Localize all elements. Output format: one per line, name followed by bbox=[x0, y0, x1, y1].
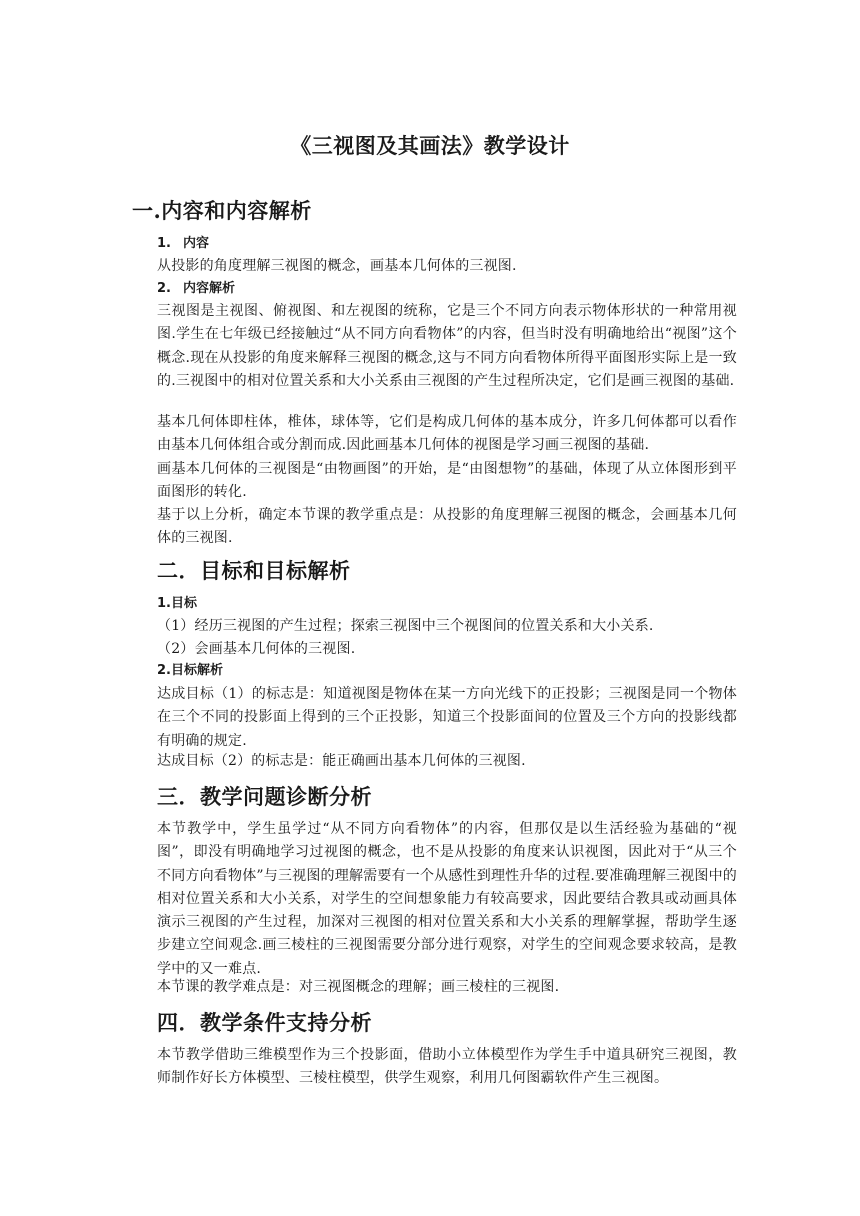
paragraph-goal-1-indicator: 达成目标（1）的标志是：知道视图是物体在某一方向光线下的正投影；三视图是同一个物体在三个不同的投影面上得到的三个正投影，知道三个投影面间的位置及三个方向的投影线都有明确的规定. bbox=[157, 686, 737, 749]
paragraph-diagnosis: 本节教学中，学生虽学过“从不同方向看物体”的内容，但那仅是以生活经验为基础的“视图”，即没有明确地学习过视图的概念，也不是从投影的角度来认识视图，因此对于“从三个不同方向看物体”与三视图的理解需要有一个从感性到理性升华的过程.要准确理解三视图中的相对位置关系和大小关系，对学生的空间想象能力有较高要求，因此要结合教具或动画具体演示三视图的产生过程，加深对三视图的相对位置关系和大小关系的理解掌握，帮助学生逐步建立空间观念.画三棱柱的三视图需要分部分进行观察，对学生的空间观念要求较高，是教学中的又一难点. bbox=[157, 821, 738, 977]
section-heading-diagnosis: 三．教学问题诊断分析 bbox=[157, 784, 372, 809]
paragraph-content: 从投影的角度理解三视图的概念，画基本几何体的三视图. bbox=[157, 258, 517, 274]
subheading-goals: 1.目标 bbox=[157, 596, 197, 611]
section-heading-conditions: 四．教学条件支持分析 bbox=[157, 1010, 372, 1035]
paragraph-goal-2-indicator: 达成目标（2）的标志是：能正确画出基本几何体的三视图. bbox=[157, 753, 526, 769]
paragraph-object-to-drawing: 画基本几何体的三视图是“由物画图”的开始，是“由图想物”的基础，体现了从立体图形到平面图形的转化. bbox=[157, 461, 737, 501]
goal-item-2: （2）会画基本几何体的三视图. bbox=[157, 641, 356, 657]
goal-item-1: （1）经历三视图的产生过程；探索三视图中三个视图间的位置关系和大小关系. bbox=[157, 618, 654, 634]
subheading-number: 1. bbox=[157, 236, 171, 251]
subheading-label: 内容 bbox=[183, 236, 210, 251]
paragraph-conditions: 本节教学借助三维模型作为三个投影面，借助小立体模型作为学生手中道具研究三视图，教师制作好长方体模型、三棱柱模型，供学生观察，利用几何图霸软件产生三视图。 bbox=[157, 1047, 737, 1087]
paragraph-basic-solids: 基本几何体即柱体，椎体，球体等，它们是构成几何体的基本成分，许多几何体都可以看作由基本几何体组合或分割而成.因此画基本几何体的视图是学习画三视图的基础. bbox=[157, 414, 737, 454]
subheading-content-analysis bbox=[157, 278, 235, 300]
subheading-label: 内容解析 bbox=[183, 281, 236, 296]
section-heading-content: 一.内容和内容解析 bbox=[132, 198, 312, 223]
section-heading-goals: 二．目标和目标解析 bbox=[157, 558, 351, 583]
paragraph-three-views-definition: 三视图是主视图、俯视图、和左视图的统称，它是三个不同方向表示物体形状的一种常用视图.学生在七年级已经接触过“从不同方向看物体”的内容，但当时没有明确地给出“视图”这个概念.现在从投影的角度来解释三视图的概念,这与不同方向看物体所得平面图形实际上是一致的.三视图中的相对位置关系和大小关系由三视图的产生过程所决定，它们是画三视图的基础. bbox=[157, 303, 737, 389]
subheading-content bbox=[157, 233, 209, 255]
subheading-number: 2. bbox=[157, 281, 171, 296]
subheading-goal-analysis: 2.目标解析 bbox=[157, 663, 223, 678]
paragraph-teaching-focus: 基于以上分析，确定本节课的教学重点是：从投影的角度理解三视图的概念，会画基本几何体的三视图. bbox=[157, 507, 737, 547]
document-title: 《三视图及其画法》教学设计 bbox=[290, 133, 570, 158]
paragraph-teaching-difficulty: 本节课的教学难点是：对三视图概念的理解；画三棱柱的三视图. bbox=[157, 979, 560, 995]
